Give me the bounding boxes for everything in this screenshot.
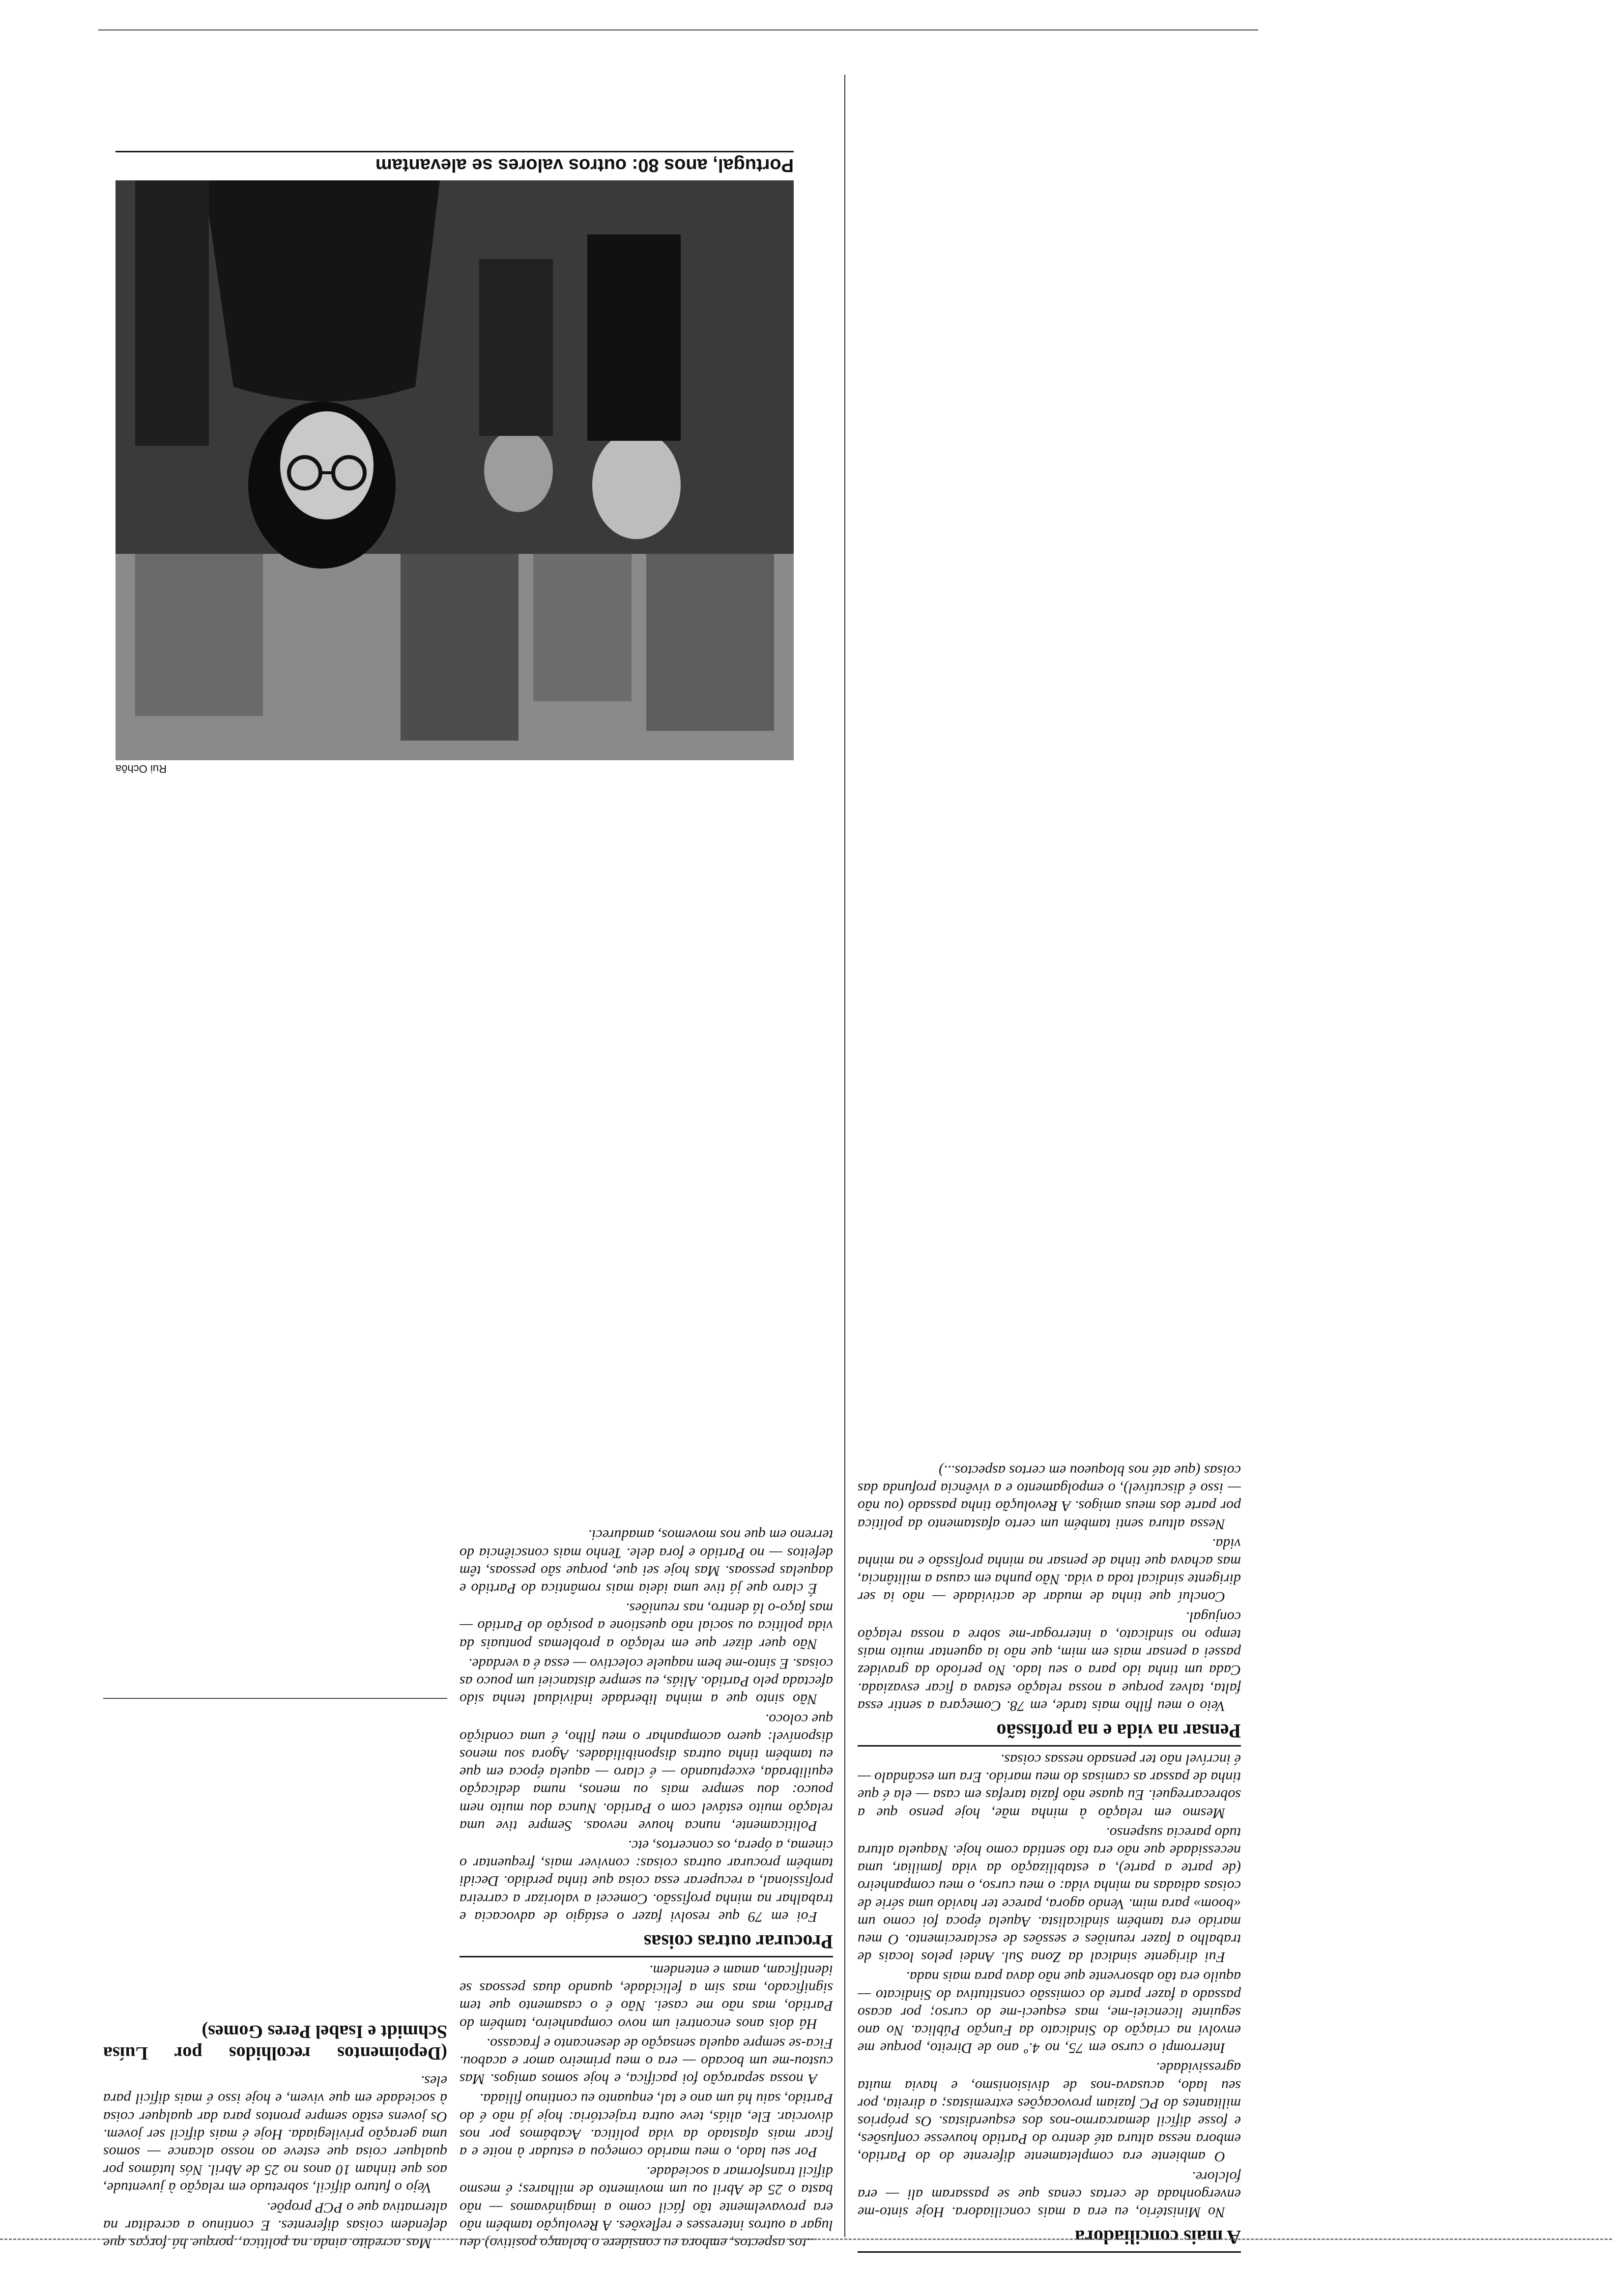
- scan-fold-line: [0, 2239, 1612, 2240]
- paragraph: É claro que já tive uma ideia mais romântica do Partido e daquelas pessoas. Mas hoje sei que, porque são pessoas, têm defeitos — no Partido e fora dele. Tenho mais consciência do terreno em que nos movemos, amadureci.: [460, 1527, 833, 1597]
- clipping-bottom-edge: [98, 29, 1258, 30]
- paragraph: Por seu lado, o meu marido começou a estudar à noite e a ficar mais afastado da vida política. Acabámos por nos divorciar. Ele, aliás, teve outra trajectória: hoje já não é do Partido, saiu há um ano e tal, enquanto eu continuo filiada.: [460, 2091, 833, 2160]
- article-column-2: [460, 802, 833, 2252]
- article-credit: (Depoimentos recolhidos por Luísa Schmidt e Isabel Peres Gomes): [103, 2021, 447, 2064]
- paragraph: Mas acredito ainda na política, porque há forças que defendem coisas diferentes. E continuo a acreditar na alternativa que o PCP propõe.: [103, 2199, 447, 2251]
- paragraph: Politicamente, nunca houve nevoas. Sempre tive uma relação muito estável com o Partido. Nunca dou muito nem pouco: dou sempre mais ou menos, numa dedicação equilibrada, exceptuando — é claro — aquela época em que eu também tinha outras disponibilidades. Agora sou menos disponível: quero acompanhar o meu filho, é uma condição que coloco.: [460, 1711, 833, 1834]
- article-photo: [115, 180, 794, 760]
- section-heading: Procurar outras coisas: [460, 1930, 833, 1957]
- paragraph: Fui dirigente sindical da Zona Sul. Andei pelos locais de trabalho a fazer reuniões e sessões de esclarecimento. O meu marido era também sindicalista. Aquela época foi como um «boom» para mim. Vendo agora, parece ter havido uma série de coisas adiadas na minha vida: o meu curso, o meu companheiro (de parte a parte), a estabilização da vida familiar, uma necessidade que não era tão sentida como hoje. Naquela altura tudo parecia suspenso.: [858, 1824, 1241, 1966]
- photo-credit: Rui Ochôa: [115, 763, 167, 775]
- article-column-3: [103, 1701, 447, 2252]
- paragraph: Vejo o futuro difícil, sobretudo em relação à juventude, aos que tinham 10 anos no 25 de Abril. Nós lutámos por qualquer coisa que esteve ao nosso alcance — somos uma geração privilegiada. Hoje é mais difícil ser jovem. Os jovens estão sempre prontos para dar qualquer coisa à sociedade em que vivem, e hoje isso é mais difícil para eles.: [103, 2073, 447, 2196]
- paragraph: Mesmo em relação à minha mãe, hoje penso que a sobrecarreguei. Eu quase não fazia tarefas em casa — ela é que tinha de passar as camisas do meu marido. Era um escândalo — é incrível não ter pensado nessas coisas.: [858, 1751, 1241, 1821]
- paragraph: Concluí que tinha de mudar de actividade — não ia ser dirigente sindical toda a vida. Não punha em causa a militância, mas achava que tinha de pensar na minha profissão e na minha vida.: [858, 1535, 1241, 1606]
- section-heading: A mais conciliadora: [858, 2226, 1241, 2253]
- paragraph: O ambiente era completamente diferente do do Partido, embora nessa altura até dentro do Partido houvesse confusões, e fosse difícil demarcarmo-nos dos esquerdistas. Os próprios militantes do PC faziam provocações extremistas; a direita, por seu lado, acusava-nos de divisionismo, e havia muita agressividade.: [858, 2060, 1241, 2165]
- photo-illustration: [115, 180, 794, 760]
- paragraph: A nossa separação foi pacífica, e hoje somos amigos. Mas custou-me um bocado — era o meu primeiro amor e acabou. Fica-se sempre aquela sensação de desencanto e fracasso.: [460, 2035, 833, 2088]
- paragraph: Nessa altura senti também um certo afastamento da política por parte dos meus amigos. A Revolução tinha passado (ou não — isso é discutível), o empolgamento e a vivência profunda das coisas (que até nos bloqueou em certos aspectos...): [858, 1463, 1241, 1532]
- paragraph: Não quer dizer que em relação a problemas pontuais da vida política ou social não questione a posição do Partido — mas faço-o lá dentro, nas reuniões.: [460, 1600, 833, 1652]
- paragraph: Não sinto que a minha liberdade individual tenha sido afectada pelo Partido. Aliás, eu sempre distanciei um pouco as coisas. E sinto-me bem naquele colectivo — essa é a verdade.: [460, 1655, 833, 1708]
- paragraph: Há dois anos encontrei um novo companheiro, também do Partido, mas não me casei. Não é o casamento que tem significado, mas sim a felicidade, quando duas pessoas se identificam, amam e entendem.: [460, 1962, 833, 2032]
- paragraph: No Ministério, eu era a mais conciliadora. Hoje sinto-me envergonhada de certas cenas que se passaram ali — era folclore.: [858, 2168, 1241, 2220]
- paragraph: Interrompi o curso em 75, no 4.º ano de Direito, porque me envolvi na criação do Sindicato da Função Pública. No ano seguinte licenciei-me, mas esqueci-me do curso; por acaso passado a fazer parte do comissão constitutiva do Sindicato — aquilo era tão absorvente que não dava para mais nada.: [858, 1969, 1241, 2057]
- photo-caption: Portugal, anos 80: outros valores se alevantam: [115, 151, 794, 175]
- column-rule: [844, 75, 845, 2237]
- article-column-1: [858, 35, 1241, 2257]
- paragraph: Veio o meu filho mais tarde, em 78. Começara a sentir essa falta, talvez porque a nossa relação estava a ficar esvaziada. Cada um tinha ido para o seu lado. No período da gravidez passei a pensar mais em mim, que não ia aguentar muito mais tempo no sindicato, a interrogar-me sobre a nossa relação conjugal.: [858, 1608, 1241, 1714]
- paragraph: Foi em 79 que resolvi fazer o estágio de advocacia e trabalhar na minha profissão. Comecei a valorizar a carreira profissional, a recuperar essa coisa que tinha perdido. Decidi também procurar outras coisas: conviver mais, frequentar o cinema, a ópera, os concertos, etc.: [460, 1837, 833, 1925]
- paragraph: ...tos aspectos, embora eu considere o balanço positivo) deu lugar a outros interesses e reflexões. A Revolução também não era provavelmente tão fácil como a imaginávamos — não basta o 25 de Abril ou um movimento de milhares; é mesmo difícil transformar a sociedade.: [460, 2164, 833, 2251]
- section-heading: Pensar na vida e na profissão: [858, 1720, 1241, 1747]
- signature-rule: [103, 1698, 447, 1699]
